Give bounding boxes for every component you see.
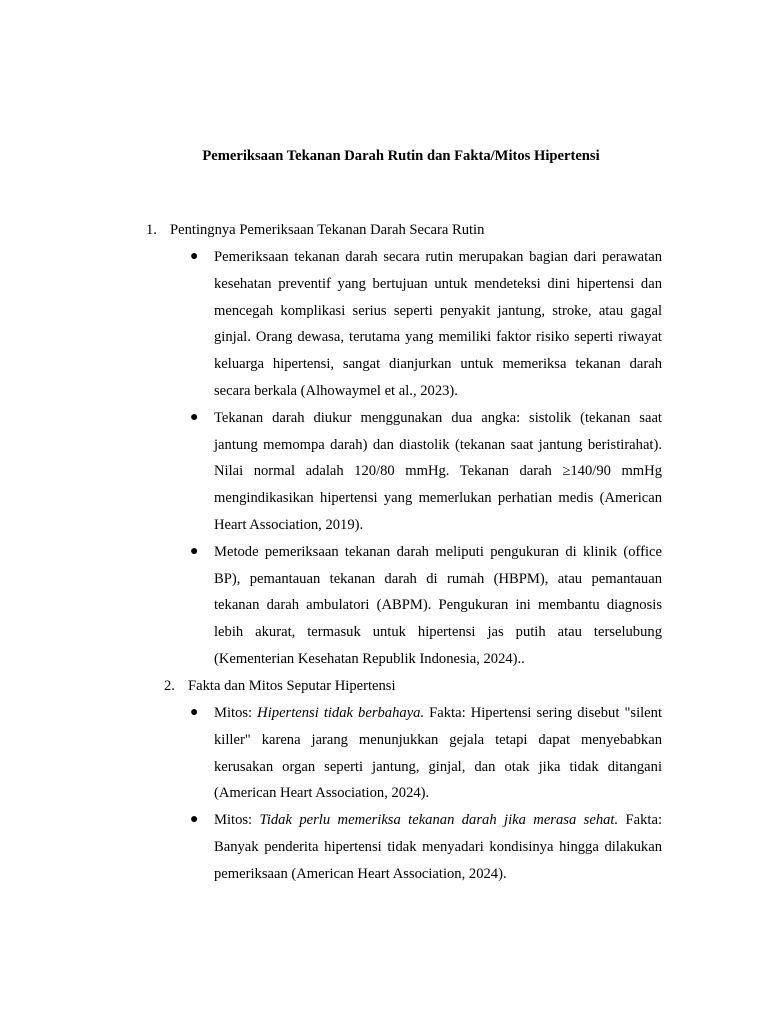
- list-item: [190, 405, 662, 539]
- myth-label: Mitos:: [214, 705, 258, 721]
- list-item: [190, 807, 662, 887]
- paragraph: [214, 807, 662, 887]
- section-1-bullet-list: [190, 244, 662, 673]
- section-number: 1.: [146, 222, 157, 238]
- section-title: Pentingnya Pemeriksaan Tekanan Darah Secara Rutin: [170, 222, 485, 238]
- list-item: [190, 539, 662, 673]
- myth-statement: Tidak perlu memeriksa tekanan darah jika merasa sehat.: [259, 812, 619, 829]
- paragraph: Metode pemeriksaan tekanan darah meliputi pengukuran di klinik (office BP), pemantauan tekanan darah di rumah (HBPM), atau pemantauan tekanan darah ambulatori (ABPM). Pengukuran ini membantu diagnosis lebih akurat, termasuk untuk hipertensi jas putih atau terselubung (Kementerian Kesehatan Republik Indonesia, 2024)..: [214, 543, 662, 667]
- paragraph: Tekanan darah diukur menggunakan dua angka: sistolik (tekanan saat jantung memompa darah) dan diastolik (tekanan saat jantung beristirahat). Nilai normal adalah 120/80 mmHg. Tekanan darah ≥140/90 mmHg mengindikasikan hipertensi yang memerlukan perhatian medis (American Heart Association, 2019).: [214, 409, 662, 533]
- fact-text: Fakta: Hipertensi sering disebut "silent killer" karena jarang menunjukkan gejala tetapi dapat menyebabkan kerusakan organ seperti jantung, ginjal, dan otak jika tidak ditangani (American Heart Association, 2024).: [214, 705, 663, 802]
- bullet-icon: ●: [190, 249, 199, 264]
- paragraph: Pemeriksaan tekanan darah secara rutin merupakan bagian dari perawatan kesehatan preventif yang bertujuan untuk mendeteksi dini hipertensi dan mencegah komplikasi serius seperti penyakit jantung, stroke, atau gagal ginjal. Orang dewasa, terutama yang memiliki faktor risiko seperti riwayat keluarga hipertensi, sangat dianjurkan untuk memeriksa tekanan darah secara berkala (Alhowaymel et al., 2023).: [214, 249, 662, 399]
- list-item: [190, 700, 662, 807]
- paragraph: [214, 700, 662, 807]
- page-title: Pemeriksaan Tekanan Darah Rutin dan Fakta/Mitos Hipertensi: [202, 148, 600, 164]
- list-item: [190, 244, 662, 405]
- bullet-icon: ●: [190, 409, 199, 425]
- myth-statement: Hipertensi tidak berbahaya.: [257, 705, 425, 721]
- bullet-icon: ●: [190, 705, 199, 720]
- bullet-icon: ●: [190, 543, 199, 559]
- fact-text: Fakta: Banyak penderita hipertensi tidak menyadari kondisinya hingga dilakukan pemeriksaan (American Heart Association, 2024).: [214, 812, 662, 882]
- section-2-bullet-list: [190, 700, 662, 888]
- section-title: Fakta dan Mitos Seputar Hipertensi: [188, 678, 396, 694]
- section-number: 2.: [164, 678, 175, 694]
- myth-label: Mitos:: [214, 812, 260, 829]
- bullet-icon: ●: [190, 812, 199, 828]
